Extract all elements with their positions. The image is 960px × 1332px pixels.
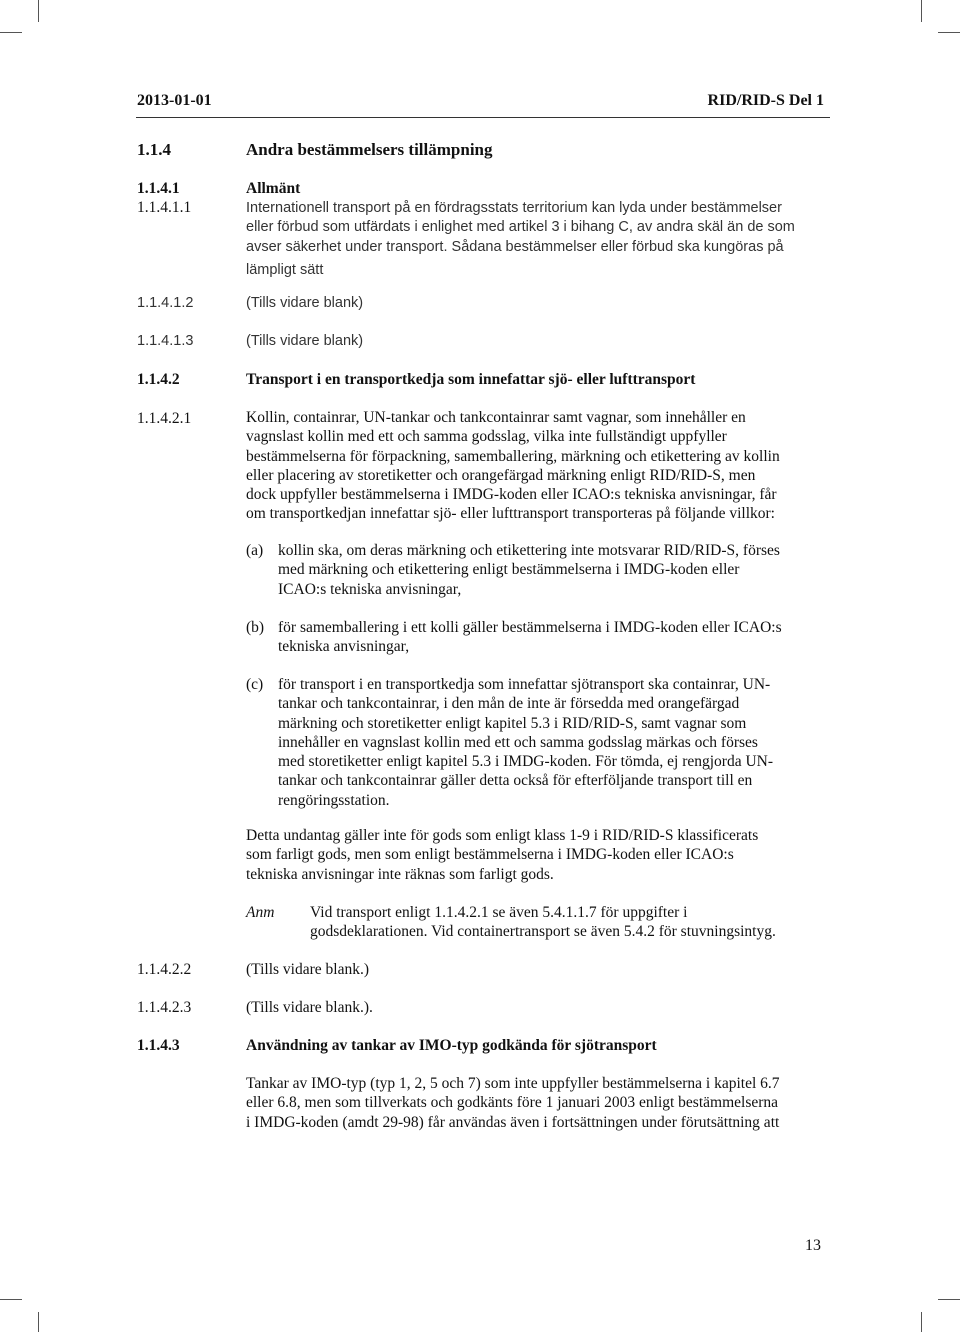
section-number-1-1-4-2-3: 1.1.4.2.3 [137, 999, 192, 1016]
text-line: eller 6.8, men som tillverkats och godkänts före 1 januari 2003 enligt bestämmelserna [246, 1094, 779, 1112]
list-item-label-b: (b) [246, 619, 265, 636]
section-text-1-1-4-1-3: (Tills vidare blank) [246, 333, 364, 349]
list-item-a [278, 541, 826, 599]
header-rule [136, 117, 830, 118]
crop-mark-top-right-v [921, 0, 922, 22]
section-title-1-1-4-1: Allmänt [246, 180, 301, 197]
note-label: Anm [246, 904, 275, 921]
text-line: för samemballering i ett kolli gäller bestämmelserna i IMDG-koden eller ICAO:s [278, 619, 782, 636]
text-line: med märkning och etikettering enligt bestämmelserna i IMDG-koden eller [278, 561, 740, 579]
text-line: eller förbud som utfärdats i enlighet med artikel 3 i bihang C, av andra skäl än de som [246, 219, 795, 236]
list-item-b [278, 618, 826, 657]
paragraph-1-1-4-1-1 [246, 199, 826, 280]
crop-mark-top-left-v [38, 0, 39, 22]
section-text-1-1-4-2-3: (Tills vidare blank.). [246, 999, 373, 1016]
text-line: märkning och storetiketter enligt kapitel 5.3 i RID/RID-S, samt vagnar som [278, 714, 747, 732]
crop-mark-top-right-h [938, 32, 960, 33]
section-title-1-1-4-2: Transport i en transportkedja som innefattar sjö- eller lufttransport [246, 371, 696, 388]
exception-paragraph [246, 826, 826, 884]
text-line: som farligt gods, men som enligt bestämmelserna i IMDG-koden eller ICAO:s [246, 846, 734, 864]
list-item-label-a: (a) [246, 542, 264, 559]
header-doc-ref: RID/RID-S Del 1 [707, 92, 824, 109]
section-number-1-1-4-2: 1.1.4.2 [137, 371, 180, 388]
text-line: Internationell transport på en fördragsstats territorium kan lyda under bestämmelser [246, 200, 782, 216]
text-line: tekniska anvisningar, [278, 638, 410, 656]
crop-mark-bottom-left-v [38, 1312, 39, 1332]
text-line: eller placering av storetiketter och orangefärgad märkning enligt RID/RID-S, men [246, 466, 756, 484]
text-line: för transport i en transportkedja som innefattar sjötransport ska containrar, UN- [278, 676, 771, 693]
text-line: i IMDG-koden (amdt 29-98) får användas även i fortsättningen under förutsättning att [246, 1113, 780, 1131]
crop-mark-top-left-h [0, 32, 22, 33]
section-title-1-1-4: Andra bestämmelsers tillämpning [246, 140, 493, 159]
text-line: Kollin, containrar, UN-tankar och tankcontainrar samt vagnar, som innehåller en [246, 409, 746, 426]
text-line: tekniska anvisningar inte räknas som farligt gods. [246, 865, 554, 883]
section-number-1-1-4-1-1: 1.1.4.1.1 [137, 199, 192, 216]
crop-mark-bottom-right-v [921, 1312, 922, 1332]
section-text-1-1-4-1-2: (Tills vidare blank) [246, 295, 364, 311]
list-item-c [278, 675, 826, 810]
text-line: med storetiketter enligt kapitel 5.3 i IMDG-koden. För tömda, ej rengjorda UN- [278, 753, 774, 771]
text-line: om transportkedjan innefattar sjö- eller lufttransport transporteras på följande villkor: [246, 505, 775, 523]
text-line: lämpligt sätt [246, 261, 324, 278]
text-line: ICAO:s tekniska anvisningar, [278, 580, 462, 598]
paragraph-1-1-4-3 [246, 1074, 826, 1132]
section-number-1-1-4-3: 1.1.4.3 [137, 1037, 180, 1054]
section-text-1-1-4-2-2: (Tills vidare blank.) [246, 961, 369, 978]
paragraph-1-1-4-2-1 [246, 408, 826, 524]
crop-mark-bottom-left-h [0, 1299, 22, 1300]
text-line: bestämmelserna för förpackning, samemballering, märkning och etikettering av kollin [246, 447, 780, 465]
page-number: 13 [805, 1237, 821, 1254]
text-line: rengöringsstation. [278, 791, 390, 809]
crop-mark-bottom-right-h [938, 1299, 960, 1300]
header-date: 2013-01-01 [137, 92, 212, 109]
section-number-1-1-4-2-1: 1.1.4.2.1 [137, 410, 192, 427]
text-line: innehåller en vagnslast kollin med ett och samma godsslag märkas och förses [278, 733, 758, 751]
section-title-1-1-4-3: Användning av tankar av IMO-typ godkända för sjötransport [246, 1037, 657, 1054]
text-line: tankar och tankcontainrar, i den mån de inte är försedda med orangefärgad [278, 695, 740, 713]
text-line: vagnslast kollin med ett och samma godsslag, vilka inte fullständigt uppfyller [246, 428, 727, 446]
section-number-1-1-4-1-2: 1.1.4.1.2 [137, 295, 194, 311]
text-line: godsdeklarationen. Vid containertransport se även 5.4.2 för stuvningsintyg. [310, 923, 776, 941]
text-line: Tankar av IMO-typ (typ 1, 2, 5 och 7) som inte uppfyller bestämmelserna i kapitel 6.7 [246, 1075, 780, 1092]
text-line: kollin ska, om deras märkning och etikettering inte motsvarar RID/RID-S, förses [278, 542, 780, 559]
text-line: Detta undantag gäller inte för gods som enligt klass 1-9 i RID/RID-S klassificerats [246, 827, 759, 844]
section-number-1-1-4-2-2: 1.1.4.2.2 [137, 961, 192, 978]
section-number-1-1-4-1: 1.1.4.1 [137, 180, 180, 197]
text-line: tankar och tankcontainrar gäller detta också för efterföljande transport till en [278, 772, 753, 790]
section-number-1-1-4: 1.1.4 [137, 140, 171, 159]
note-text [310, 903, 830, 942]
text-line: dock uppfyller bestämmelserna i IMDG-koden eller ICAO:s tekniska anvisningar, får [246, 486, 777, 504]
text-line: avser säkerhet under transport. Sådana bestämmelser eller förbud ska kungöras på [246, 238, 784, 255]
section-number-1-1-4-1-3: 1.1.4.1.3 [137, 333, 194, 349]
text-line: Vid transport enligt 1.1.4.2.1 se även 5.4.1.1.7 för uppgifter i [310, 904, 688, 921]
list-item-label-c: (c) [246, 676, 264, 693]
